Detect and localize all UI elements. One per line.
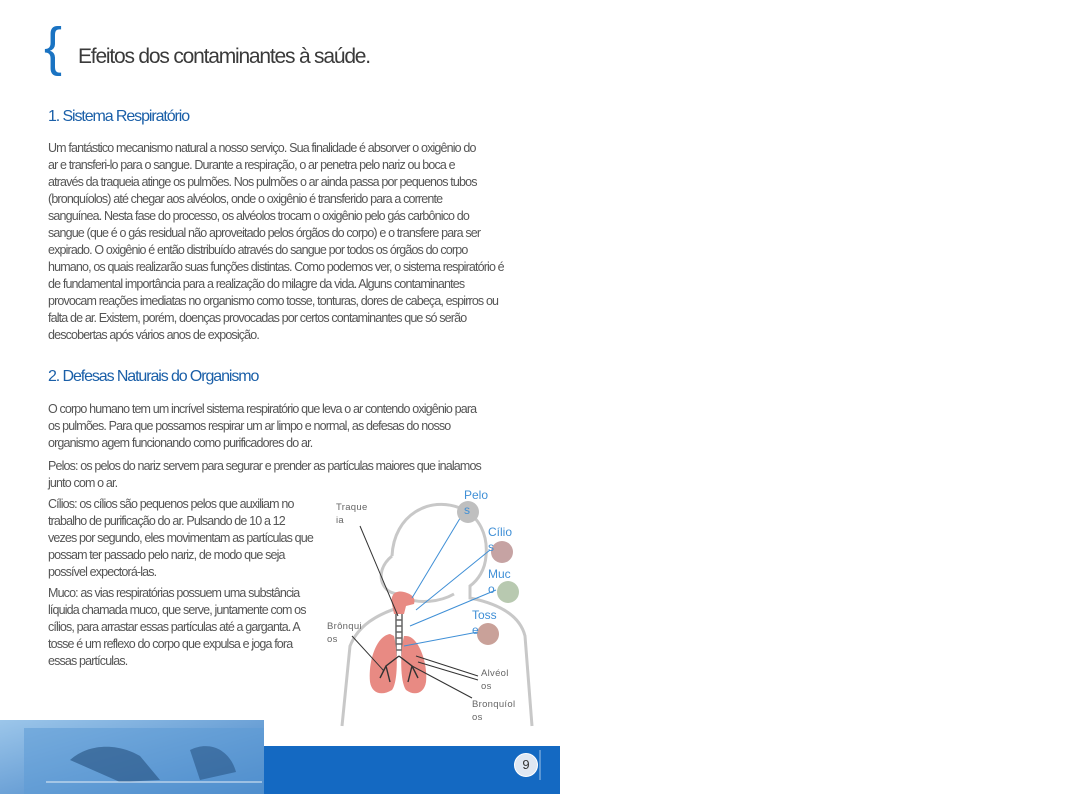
footer-graphic [0,720,560,794]
text-line: Muco: as vias respiratórias possuem uma substância [48,586,300,600]
section2-heading: 2. Defesas Naturais do Organismo [48,368,259,385]
text-line: sangue (que é o gás residual não aproveitado pelos órgãos do corpo) e o transfere para ser [48,226,481,240]
text-line: trabalho de purificação do ar. Pulsando de 10 a 12 [48,514,285,528]
label-cilios: Cílio s [488,525,513,554]
section2-cilios [48,496,323,581]
title-brace: { [44,17,63,77]
label-pelos: Pelo s [464,488,489,517]
label-traqueia: Traque ia [336,502,368,526]
text-line: humano, os quais realizarão suas funções distintas. Como podemos ver, o sistema respiratório é [48,260,504,274]
text-line: através da traqueia atinge os pulmões. Nos pulmões o ar ainda passa por pequenos tubos [48,175,477,189]
text-line: organismo agem funcionando como purificadores do ar. [48,436,313,450]
trachea [396,612,402,656]
pelos-pointer [412,510,465,598]
left-lung [370,634,397,693]
text-line: expirado. O oxigênio é então distribuído através do sangue por todos os órgãos do corpo [48,243,468,257]
section2-intro [48,401,498,452]
text-line: provocam reações imediatas no organismo como tosse, tonturas, dores de cabeça, espirros ou [48,294,499,308]
label-muco: Muc o [488,567,511,596]
text-line: possam ter passado pelo nariz, de modo que seja [48,548,285,562]
section2-muco [48,585,323,670]
respiratory-figure [320,486,550,731]
label-alveolos: Alvéol os [481,668,509,692]
tosse-pointer [404,632,478,646]
text-line: essas partículas. [48,654,128,668]
alveolos-pointer-2 [418,662,478,680]
label-bronquiolos: Bronquíol os [472,699,516,723]
text-line: Um fantástico mecanismo natural a nosso serviço. Sua finalidade é absorver o oxigênio do [48,141,476,155]
text-line: descobertas após vários anos de exposição. [48,328,259,342]
label-bronquios: Brônqui os [327,621,362,645]
text-line: (bronquíolos) até chegar aos alvéolos, onde o oxigênio é transferido para a corrente [48,192,443,206]
page-number: 9 [514,753,538,777]
text-line: sanguínea. Nesta fase do processo, os alvéolos trocam o oxigênio pelo gás carbônico do [48,209,469,223]
section1-heading: 1. Sistema Respiratório [48,108,189,125]
text-line: ar e transferi-lo para o sangue. Durante a respiração, o ar penetra pelo nariz ou boca e [48,158,455,172]
text-line: O corpo humano tem um incrível sistema respiratório que leva o ar contendo oxigênio para [48,402,477,416]
text-line: tosse é um reflexo do corpo que expulsa e joga fora [48,637,293,651]
text-line: de fundamental importância para a realização do milagre da vida. Alguns contaminantes [48,277,465,291]
text-line: possível expectorá-las. [48,565,157,579]
text-line: líquida chamada muco, que serve, juntamente com os [48,603,306,617]
footer-band [0,720,560,794]
text-line: Pelos: os pelos do nariz servem para segurar e prender as partículas maiores que inalamos [48,459,481,473]
section1-body [48,140,518,344]
text-line: cílios, para arrastar essas partículas até a garganta. A [48,620,300,634]
text-line: vezes por segundo, eles movimentam as partículas que [48,531,313,545]
traqueia-pointer [360,526,398,616]
page-title: Efeitos dos contaminantes à saúde. [78,45,370,68]
text-line: os pulmões. Para que possamos respirar um ar limpo e normal, as defesas do nosso [48,419,451,433]
text-line: Cílios: os cílios são pequenos pelos que auxiliam no [48,497,294,511]
text-line: falta de ar. Existem, porém, doenças provocadas por certos contaminantes que só serão [48,311,467,325]
nasal-cavity [392,592,415,615]
label-tosse: Toss e [472,608,497,637]
text-line: junto com o ar. [48,476,118,490]
